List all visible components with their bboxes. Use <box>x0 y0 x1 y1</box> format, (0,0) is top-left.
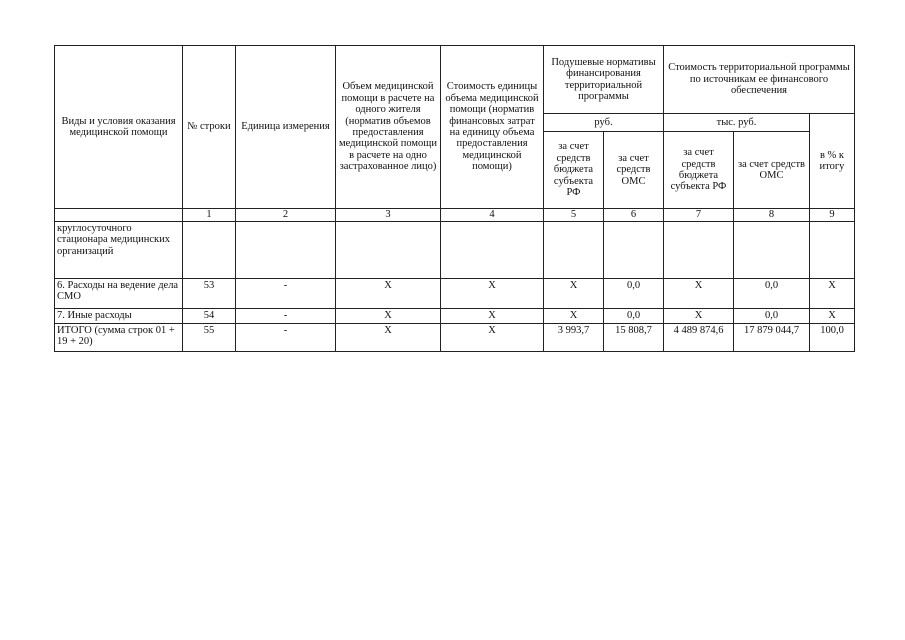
row-unit: - <box>236 309 336 324</box>
row-pc-oms: 0,0 <box>604 309 664 324</box>
header-rub: руб. <box>544 114 664 132</box>
column-number: 7 <box>664 209 734 222</box>
row-unit: - <box>236 324 336 352</box>
row-cost <box>441 222 544 279</box>
table-row <box>55 309 855 324</box>
column-number: 2 <box>236 209 336 222</box>
row-pc-oms: 0,0 <box>604 279 664 309</box>
row-number: 54 <box>183 309 236 324</box>
row-tc-oms: 0,0 <box>734 309 810 324</box>
header-pc-budget: за счет средств бюджета субъекта РФ <box>544 132 604 209</box>
table-row <box>55 222 855 279</box>
column-number: 9 <box>810 209 855 222</box>
row-pc-oms <box>604 222 664 279</box>
header-cost: Стоимость единицы объема медицинской помощи (норматив финансовых затрат на единицу объема предоставления медицинской помощи) <box>441 46 544 209</box>
row-pc-budget: X <box>544 279 604 309</box>
row-label: круглосуточного стационара медицинских организаций <box>55 222 183 279</box>
row-volume: X <box>336 309 441 324</box>
column-number: 8 <box>734 209 810 222</box>
header-pct-total: в % к итогу <box>810 114 855 209</box>
row-unit <box>236 222 336 279</box>
row-label: 6. Расходы на ведение дела СМО <box>55 279 183 309</box>
header-row-no: № строки <box>183 46 236 209</box>
header-per-capita-group: Подушевые нормативы финансирования территориальной программы <box>544 46 664 114</box>
document-page <box>54 45 855 352</box>
row-cost: X <box>441 324 544 352</box>
row-label: 7. Иные расходы <box>55 309 183 324</box>
row-volume <box>336 222 441 279</box>
row-tc-budget: 4 489 874,6 <box>664 324 734 352</box>
row-cost: X <box>441 279 544 309</box>
row-pc-budget <box>544 222 604 279</box>
column-numbers-row <box>55 209 855 222</box>
row-tc-oms: 17 879 044,7 <box>734 324 810 352</box>
header-kind: Виды и условия оказания медицинской помощи <box>55 46 183 209</box>
column-number: 4 <box>441 209 544 222</box>
row-number: 53 <box>183 279 236 309</box>
financing-table <box>54 45 855 352</box>
table-row <box>55 279 855 309</box>
column-number: 5 <box>544 209 604 222</box>
column-number: 3 <box>336 209 441 222</box>
row-number: 55 <box>183 324 236 352</box>
header-volume: Объем медицинской помощи в расчете на одного жителя (норматив объемов предоставления медицинской помощи в расчете на одно застрахованное лицо) <box>336 46 441 209</box>
row-pct: X <box>810 279 855 309</box>
column-number: 1 <box>183 209 236 222</box>
row-unit: - <box>236 279 336 309</box>
row-tc-budget: X <box>664 279 734 309</box>
row-tc-budget <box>664 222 734 279</box>
header-unit: Единица измерения <box>236 46 336 209</box>
row-number <box>183 222 236 279</box>
header-pc-oms: за счет средств ОМС <box>604 132 664 209</box>
row-volume: X <box>336 324 441 352</box>
row-tc-oms <box>734 222 810 279</box>
row-tc-oms: 0,0 <box>734 279 810 309</box>
column-number: 6 <box>604 209 664 222</box>
row-pct: 100,0 <box>810 324 855 352</box>
row-tc-budget: X <box>664 309 734 324</box>
column-number-blank <box>55 209 183 222</box>
row-pc-oms: 15 808,7 <box>604 324 664 352</box>
row-pct: X <box>810 309 855 324</box>
header-row-1 <box>55 46 855 114</box>
header-tc-oms: за счет средств ОМС <box>734 132 810 209</box>
row-pc-budget: 3 993,7 <box>544 324 604 352</box>
header-tc-budget: за счет средств бюджета субъекта РФ <box>664 132 734 209</box>
row-volume: X <box>336 279 441 309</box>
table-row-total <box>55 324 855 352</box>
row-pct <box>810 222 855 279</box>
row-label: ИТОГО (сумма строк 01 + 19 + 20) <box>55 324 183 352</box>
header-cost-by-source-group: Стоимость территориальной программы по источникам ее финансового обеспечения <box>664 46 855 114</box>
header-thous-rub: тыс. руб. <box>664 114 810 132</box>
row-cost: X <box>441 309 544 324</box>
row-pc-budget: X <box>544 309 604 324</box>
